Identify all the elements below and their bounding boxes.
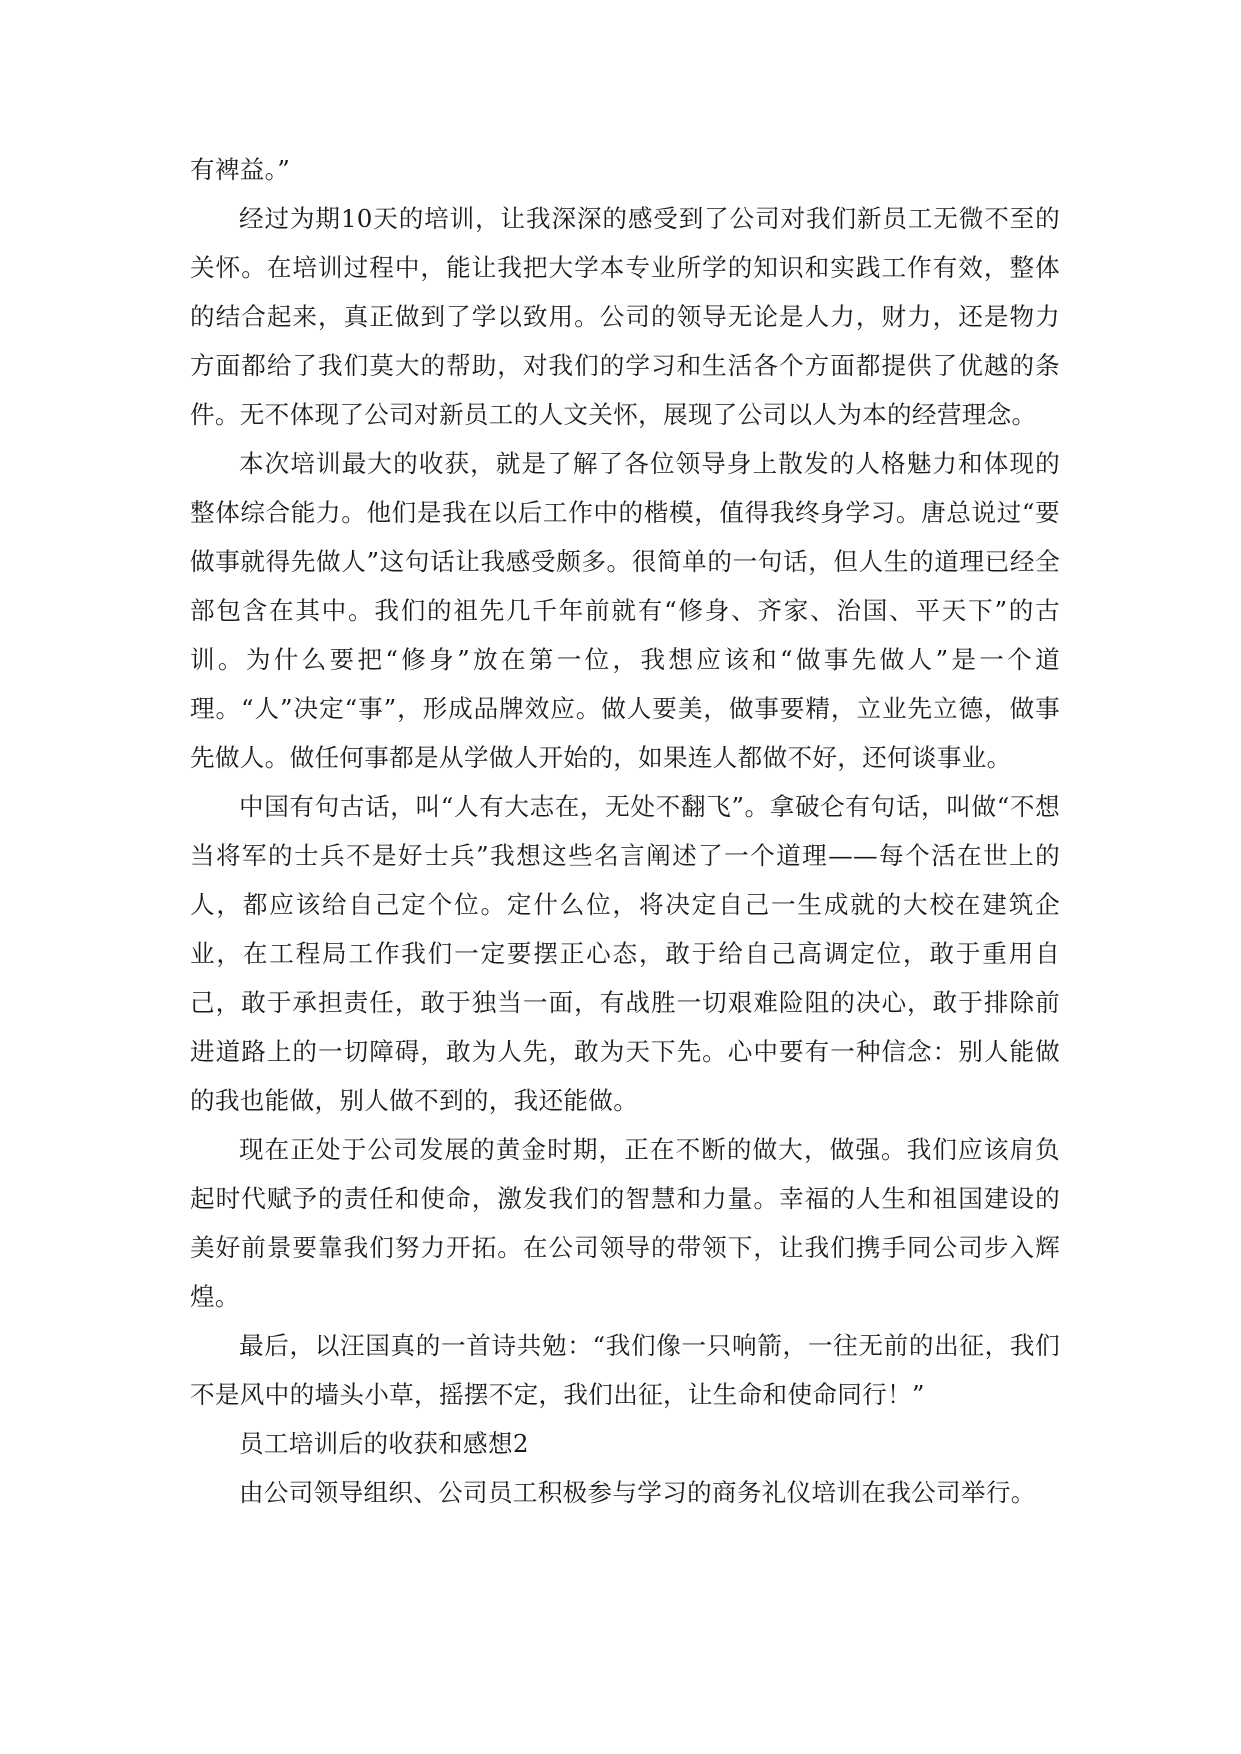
paragraph-golden-period: 现在正处于公司发展的黄金时期，正在不断的做大，做强。我们应该肩负起时代赋予的责任和使命，激发我们的智慧和力量。幸福的人生和祖国建设的美好前景要靠我们努力开拓。在公司领导的带领下，让我们携手同公司步入辉煌。 (190, 1135, 1060, 1311)
paragraph-ambition: 中国有句古话，叫“人有大志在，无处不翻飞”。拿破仑有句话，叫做“不想当将军的士兵不是好士兵”我想这些名言阐述了一个道理——每个活在世上的人，都应该给自己定个位。定什么位，将决定自己一生成就的大校在建筑企业，在工程局工作我们一定要摆正心态，敢于给自己高调定位，敢于重用自己，敢于承担责任，敢于独当一面，有战胜一切艰难险阻的决心，敢于排除前进道路上的一切障碍，敢为人先，敢为天下先。心中要有一种信念：别人能做的我也能做，别人做不到的，我还能做。 (190, 792, 1060, 1115)
paragraph-biggest-gain: 本次培训最大的收获，就是了解了各位领导身上散发的人格魅力和体现的整体综合能力。他们是我在以后工作中的楷模，值得我终身学习。唐总说过“要做事就得先做人”这句话让我感受颇多。很简单的一句话，但人生的道理已经全部包含在其中。我们的祖先几千年前就有“修身、齐家、治国、平天下”的古训。为什么要把“修身”放在第一位，我想应该和“做事先做人”是一个道理。“人”决定“事”，形成品牌效应。做人要美，做事要精，立业先立德，做事先做人。做任何事都是从学做人开始的，如果连人都做不好，还何谈事业。 (190, 449, 1060, 772)
paragraph-continuation: 有裨益。” (190, 155, 291, 184)
paragraph-poem-closing: 最后，以汪国真的一首诗共勉：“我们像一只响箭，一往无前的出征，我们不是风中的墙头小草，摇摆不定，我们出征，让生命和使命同行！” (190, 1331, 1060, 1409)
section-heading: 员工培训后的收获和感想2 (239, 1429, 529, 1458)
paragraph-etiquette-training: 由公司领导组织、公司员工积极参与学习的商务礼仪培训在我公司举行。 (239, 1478, 1036, 1507)
paragraph-training-gratitude: 经过为期10天的培训，让我深深的感受到了公司对我们新员工无微不至的关怀。在培训过程中，能让我把大学本专业所学的知识和实践工作有效，整体的结合起来，真正做到了学以致用。公司的领导无论是人力，财力，还是物力方面都给了我们莫大的帮助，对我们的学习和生活各个方面都提供了优越的条件。无不体现了公司对新员工的人文关怀，展现了公司以人为本的经营理念。 (190, 204, 1060, 429)
document-body (190, 145, 1060, 1517)
